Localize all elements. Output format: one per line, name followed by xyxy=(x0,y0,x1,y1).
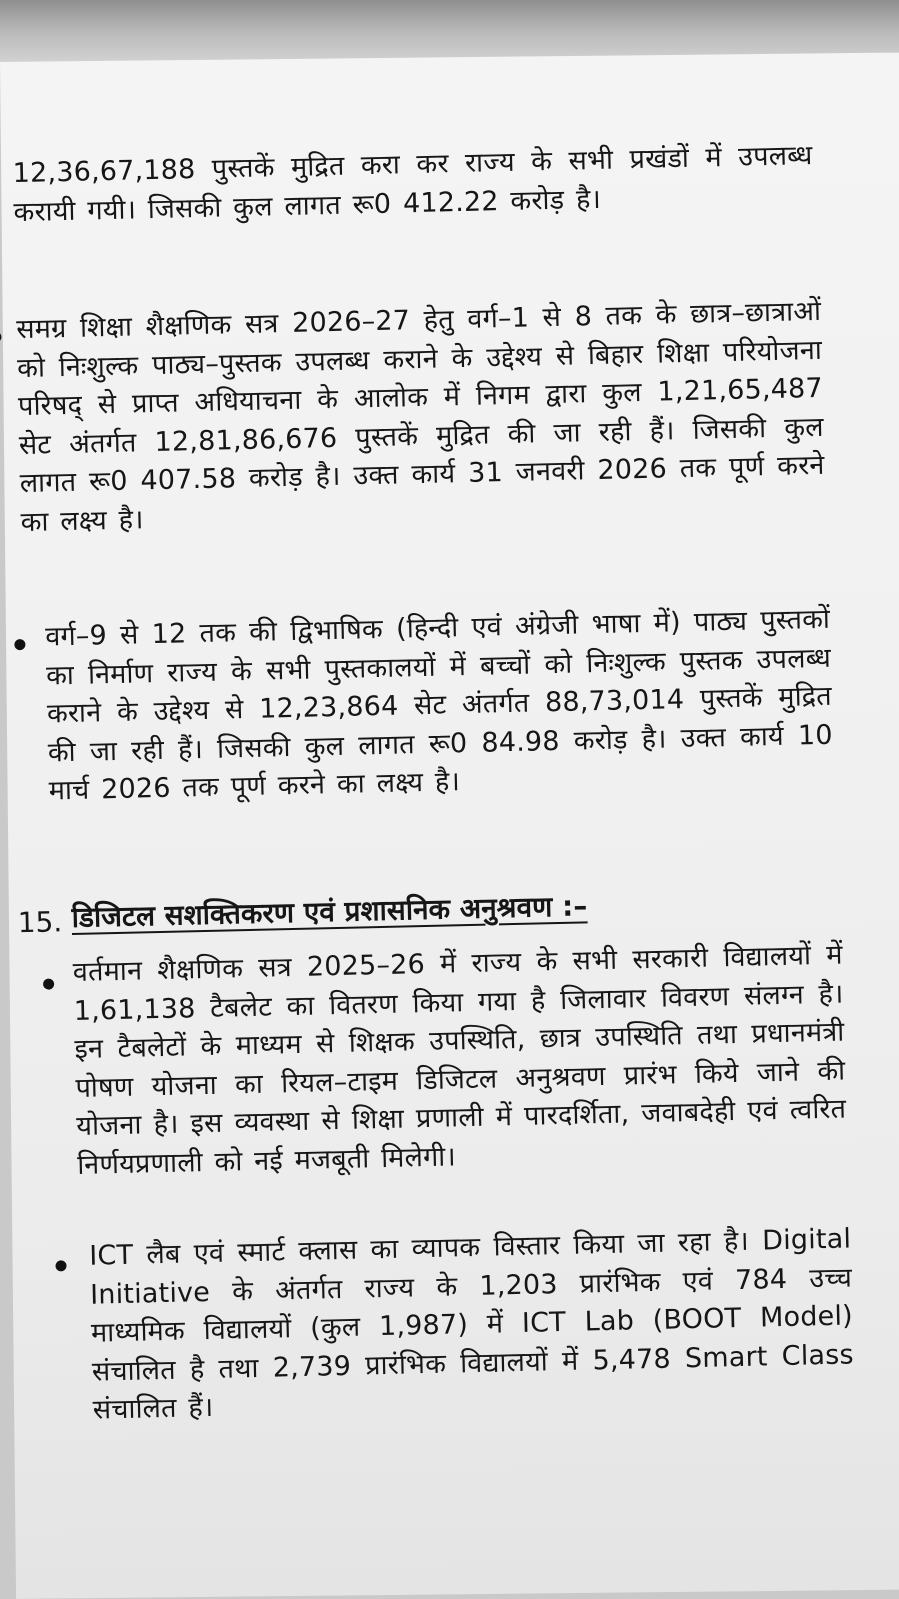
bullet-paragraph-tablets: वर्तमान शैक्षणिक सत्र 2025–26 में राज्य के सभी सरकारी विद्यालयों में 1,61,138 टैबलेट का वितरण किया गया है जिलावार विवरण संलग्न है। इन टैबलेटों के माध्यम से शिक्षक उपस्थिति, छात्र उपस्थिति तथा प्रधानमंत्री पोषण योजना का रियल–टाइम डिजिटल अनुश्रवण प्रारंभ किये जाने की योजना है। इस व्यवस्था से शिक्षा प्रणाली में पारदर्शिता, जवाबदेही एवं त्वरित निर्णयप्रणाली को नई मजबूती मिलेगी। xyxy=(72,939,847,1181)
section-number: 15. xyxy=(17,905,63,940)
bullet-dot xyxy=(0,331,2,342)
bullet-dot xyxy=(55,1260,66,1271)
bullet-paragraph-ict-lab: ICT लैब एवं स्मार्ट क्लास का व्यापक विस्तार किया जा रहा है। Digital Initiative के अंतर्गत राज्य के 1,203 प्रारंभिक एवं 784 उच्च माध्यमिक विद्यालयों (कुल 1,987) में ICT Lab (BOOT Model) संचालित है तथा 2,739 प्रारंभिक विद्यालयों में 5,478 Smart Class संचालित हैं। xyxy=(88,1223,855,1426)
bullet-dot xyxy=(43,978,54,989)
continuation-paragraph: 12,36,67,188 पुस्तकें मुद्रित करा कर राज्य के सभी प्रखंडों में उपलब्ध करायी गयी। जिसकी कुल लागत रू0 412.22 करोड़ है। xyxy=(12,140,813,228)
bullet-paragraph-textbooks-1-8: समग्र शिक्षा शैक्षणिक सत्र 2026–27 हेतु वर्ग–1 से 8 तक के छात्र–छात्राओं को निःशुल्क पाठ्य–पुस्तक उपलब्ध कराने के उद्देश्य से बिहार शिक्षा परियोजना परिषद् से प्राप्त अधियाचना के आलोक में निगम द्वारा कुल 1,21,65,487 सेट अंतर्गत 12,81,86,676 पुस्तकें मुद्रित की जा रही हैं। जिसकी कुल लागत रू0 407.58 करोड़ है। उक्त कार्य 31 जनवरी 2026 तक पूर्ण करने का लक्ष्य है। xyxy=(15,295,825,538)
bullet-paragraph-textbooks-9-12: वर्ग–9 से 12 तक की द्विभाषिक (हिन्दी एवं अंग्रेजी भाषा में) पाठ्य पुस्तकों का निर्माण राज्य के सभी पुस्तकालयों में बच्चों को निःशुल्क पुस्तक उपलब्ध कराने के उद्देश्य से 12,23,864 सेट अंतर्गत 88,73,014 पुस्तकें मुद्रित की जा रही हैं। जिसकी कुल लागत रू0 84.98 करोड़ है। उक्त कार्य 10 मार्च 2026 तक पूर्ण करने का लक्ष्य है। xyxy=(44,603,834,807)
document-page xyxy=(0,53,899,1599)
bullet-dot xyxy=(14,639,25,650)
section-heading: डिजिटल सशक्तिकरण एवं प्रशासनिक अनुश्रवण :– xyxy=(71,889,588,935)
